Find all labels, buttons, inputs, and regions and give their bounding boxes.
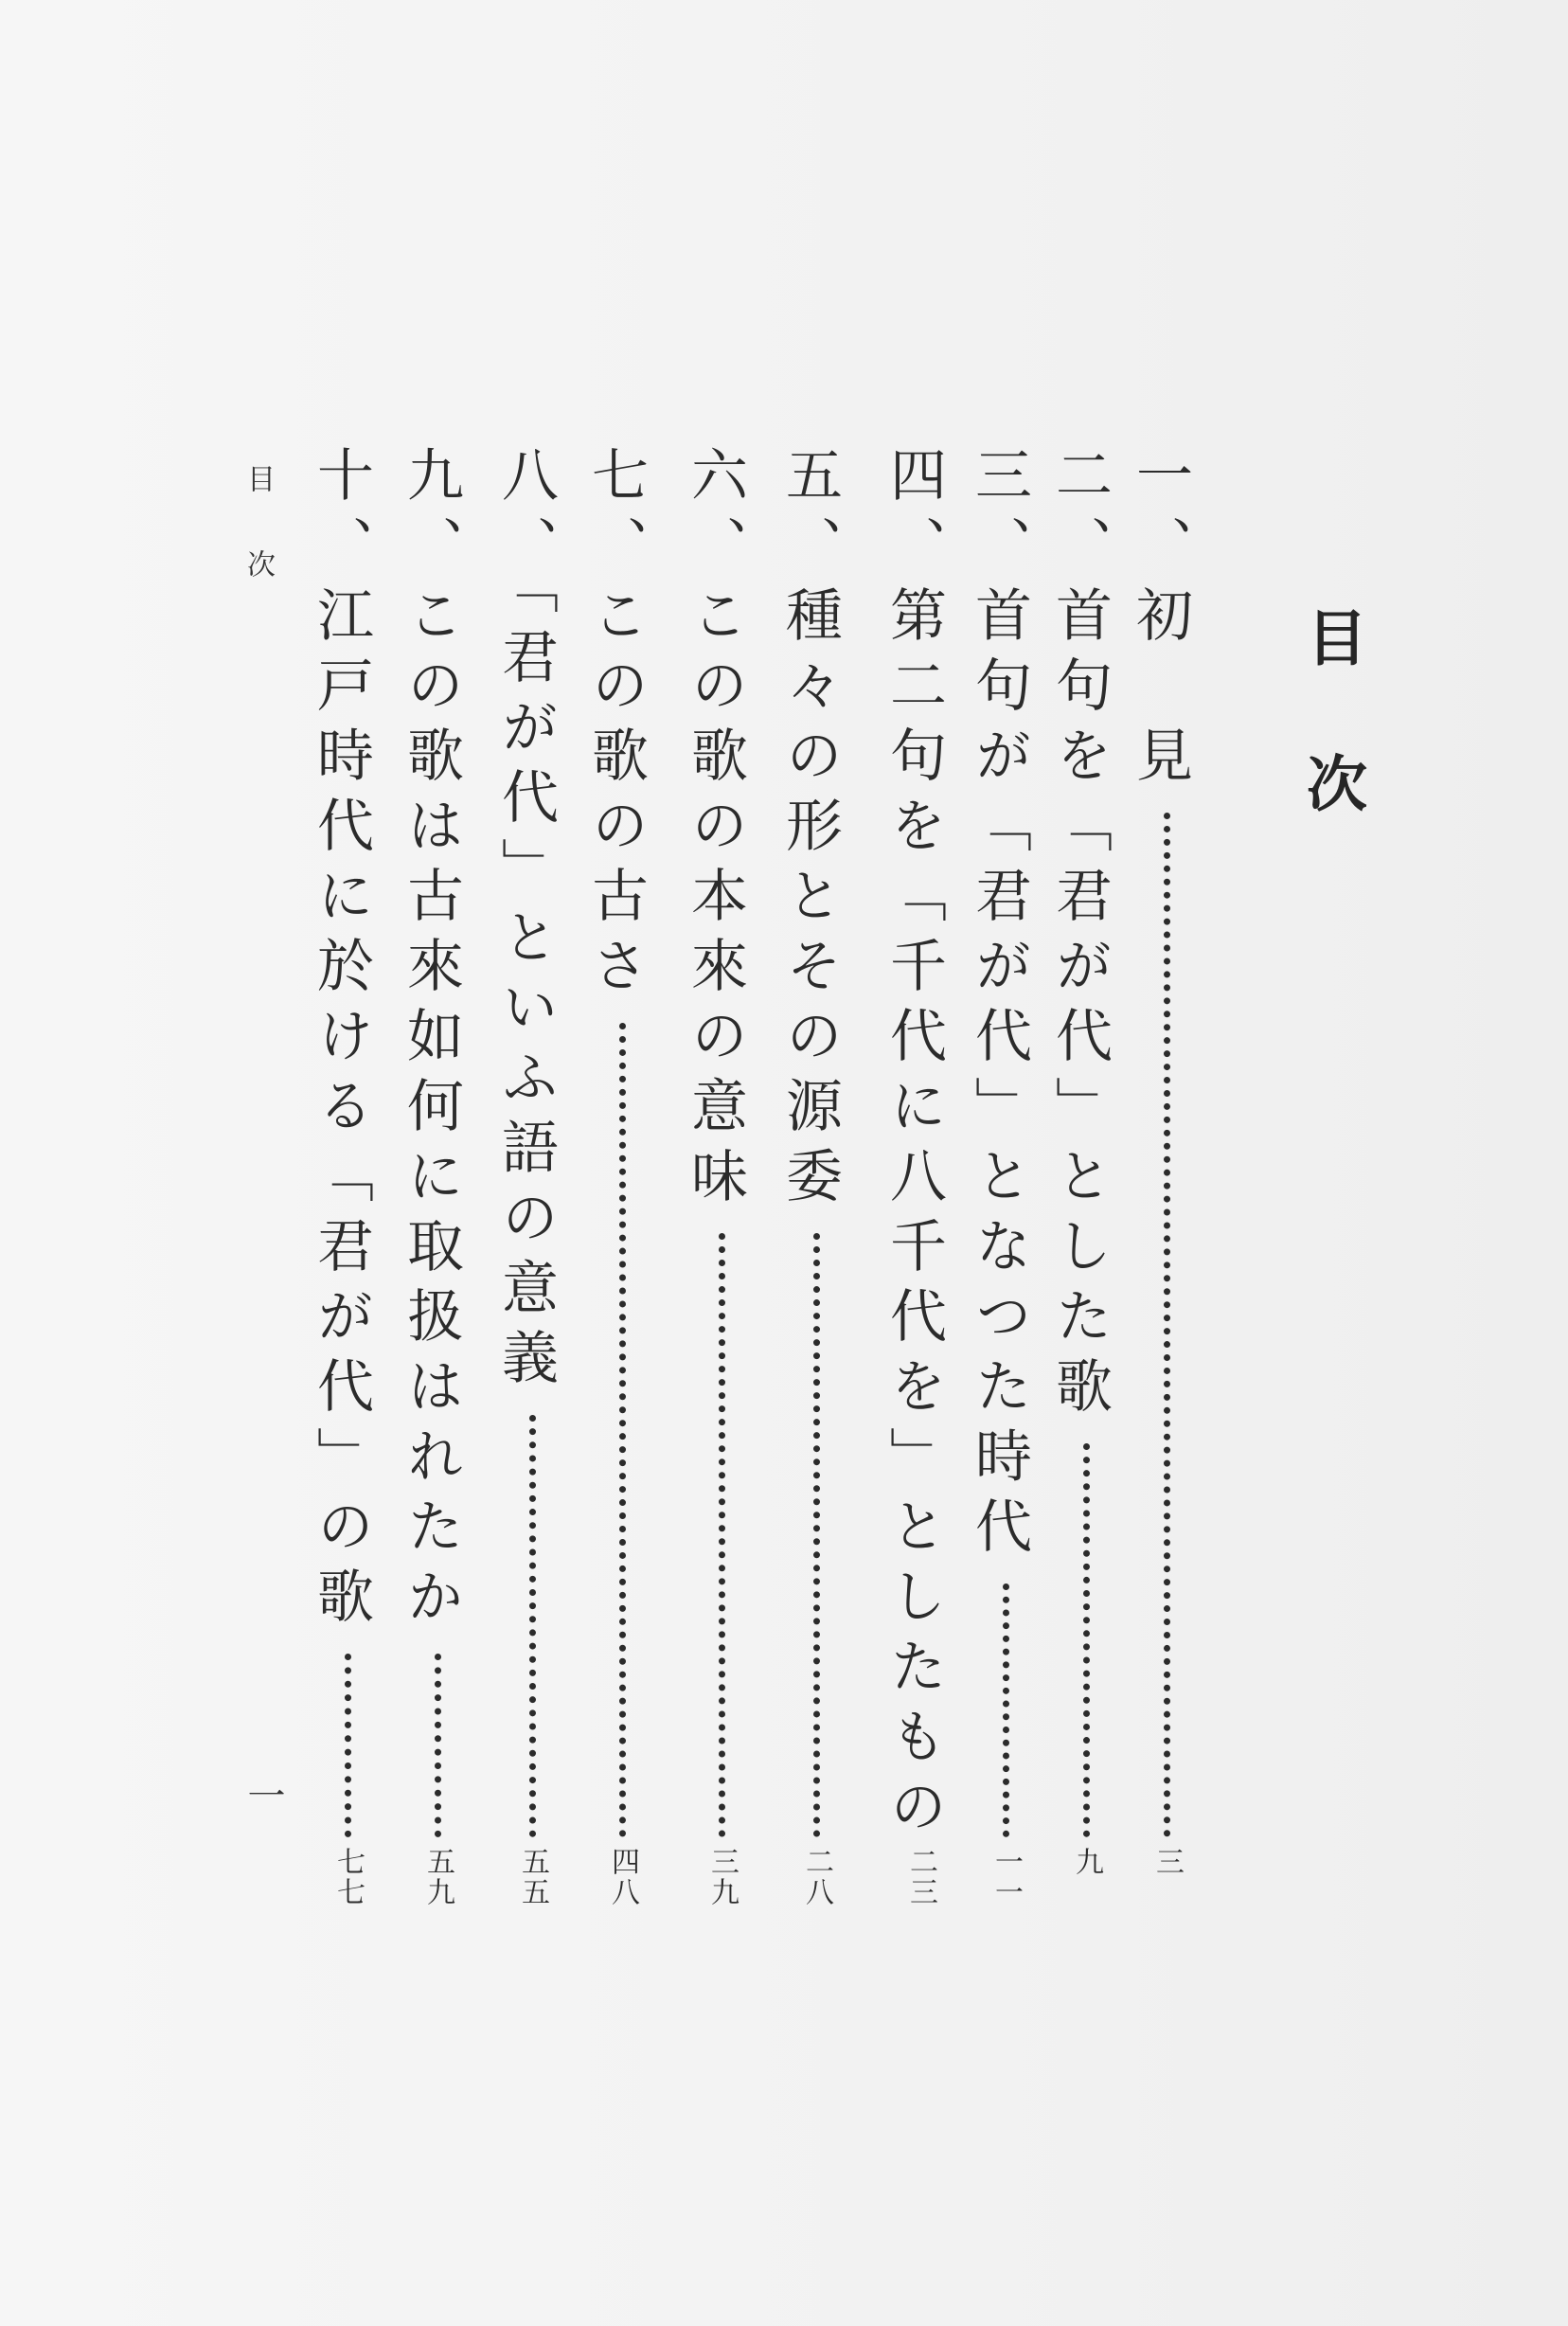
- toc-entry-page: 一一: [989, 1847, 1023, 1907]
- dot-leader: [1003, 1583, 1009, 1837]
- toc-entry-1[interactable]: [1127, 445, 1193, 1923]
- toc-entry-7[interactable]: [582, 445, 649, 1923]
- dot-leader: [1083, 1443, 1090, 1837]
- toc-entry-page: 四八: [606, 1847, 639, 1907]
- toc-entry-title: 三、首句が「君が代」となつた時代: [966, 445, 1032, 1566]
- toc-entry-page: 九: [1070, 1847, 1103, 1877]
- page-number: 一: [241, 1776, 285, 1814]
- dot-leader: [619, 1023, 626, 1837]
- toc-entry-page: 二三: [904, 1847, 937, 1907]
- toc-entry-title: 九、この歌は古來如何に取扱はれたか: [398, 445, 464, 1637]
- toc-entry-page: 七七: [331, 1847, 365, 1907]
- toc-entry-title: 二、首句を「君が代」とした歌: [1046, 445, 1113, 1426]
- toc-entry-title: 十、江戸時代に於ける「君が代」の歌: [308, 445, 374, 1637]
- toc-entry-10[interactable]: [308, 445, 374, 1923]
- running-header: 目次: [241, 464, 275, 635]
- toc-entry-3[interactable]: [966, 445, 1032, 1923]
- toc-entry-page: 三九: [705, 1847, 739, 1907]
- toc-entry-5[interactable]: [776, 445, 843, 1923]
- dot-leader: [345, 1654, 351, 1837]
- toc-entry-page: 三: [1150, 1847, 1184, 1877]
- toc-entry-title: 四、第二句を「千代に八千代を」としたもの: [881, 445, 947, 1847]
- toc-entry-page: 五五: [516, 1847, 549, 1907]
- dot-leader: [435, 1654, 441, 1837]
- toc-entry-title: 八、「君が代」といふ語の意義: [492, 445, 559, 1398]
- toc-entry-page: 五九: [421, 1847, 454, 1907]
- toc-entry-title: 五、種々の形とその源委: [776, 445, 843, 1216]
- dot-leader: [1164, 813, 1170, 1837]
- dot-leader: [529, 1415, 536, 1837]
- toc-entry-6[interactable]: [682, 445, 748, 1923]
- page-title: 目次: [1296, 606, 1367, 898]
- toc-entry-9[interactable]: [398, 445, 464, 1923]
- dot-leader: [719, 1233, 725, 1837]
- toc-entry-2[interactable]: [1046, 445, 1113, 1923]
- dot-leader: [813, 1233, 820, 1837]
- toc-entry-title: 一、初 見: [1127, 445, 1193, 796]
- toc-entry-title: 六、この歌の本來の意味: [682, 445, 748, 1216]
- toc-entry-page: 二八: [800, 1847, 833, 1907]
- toc-entry-8[interactable]: [492, 445, 559, 1923]
- toc-entry-title: 七、この歌の古さ: [582, 445, 649, 1006]
- toc-entry-4[interactable]: [881, 445, 947, 1923]
